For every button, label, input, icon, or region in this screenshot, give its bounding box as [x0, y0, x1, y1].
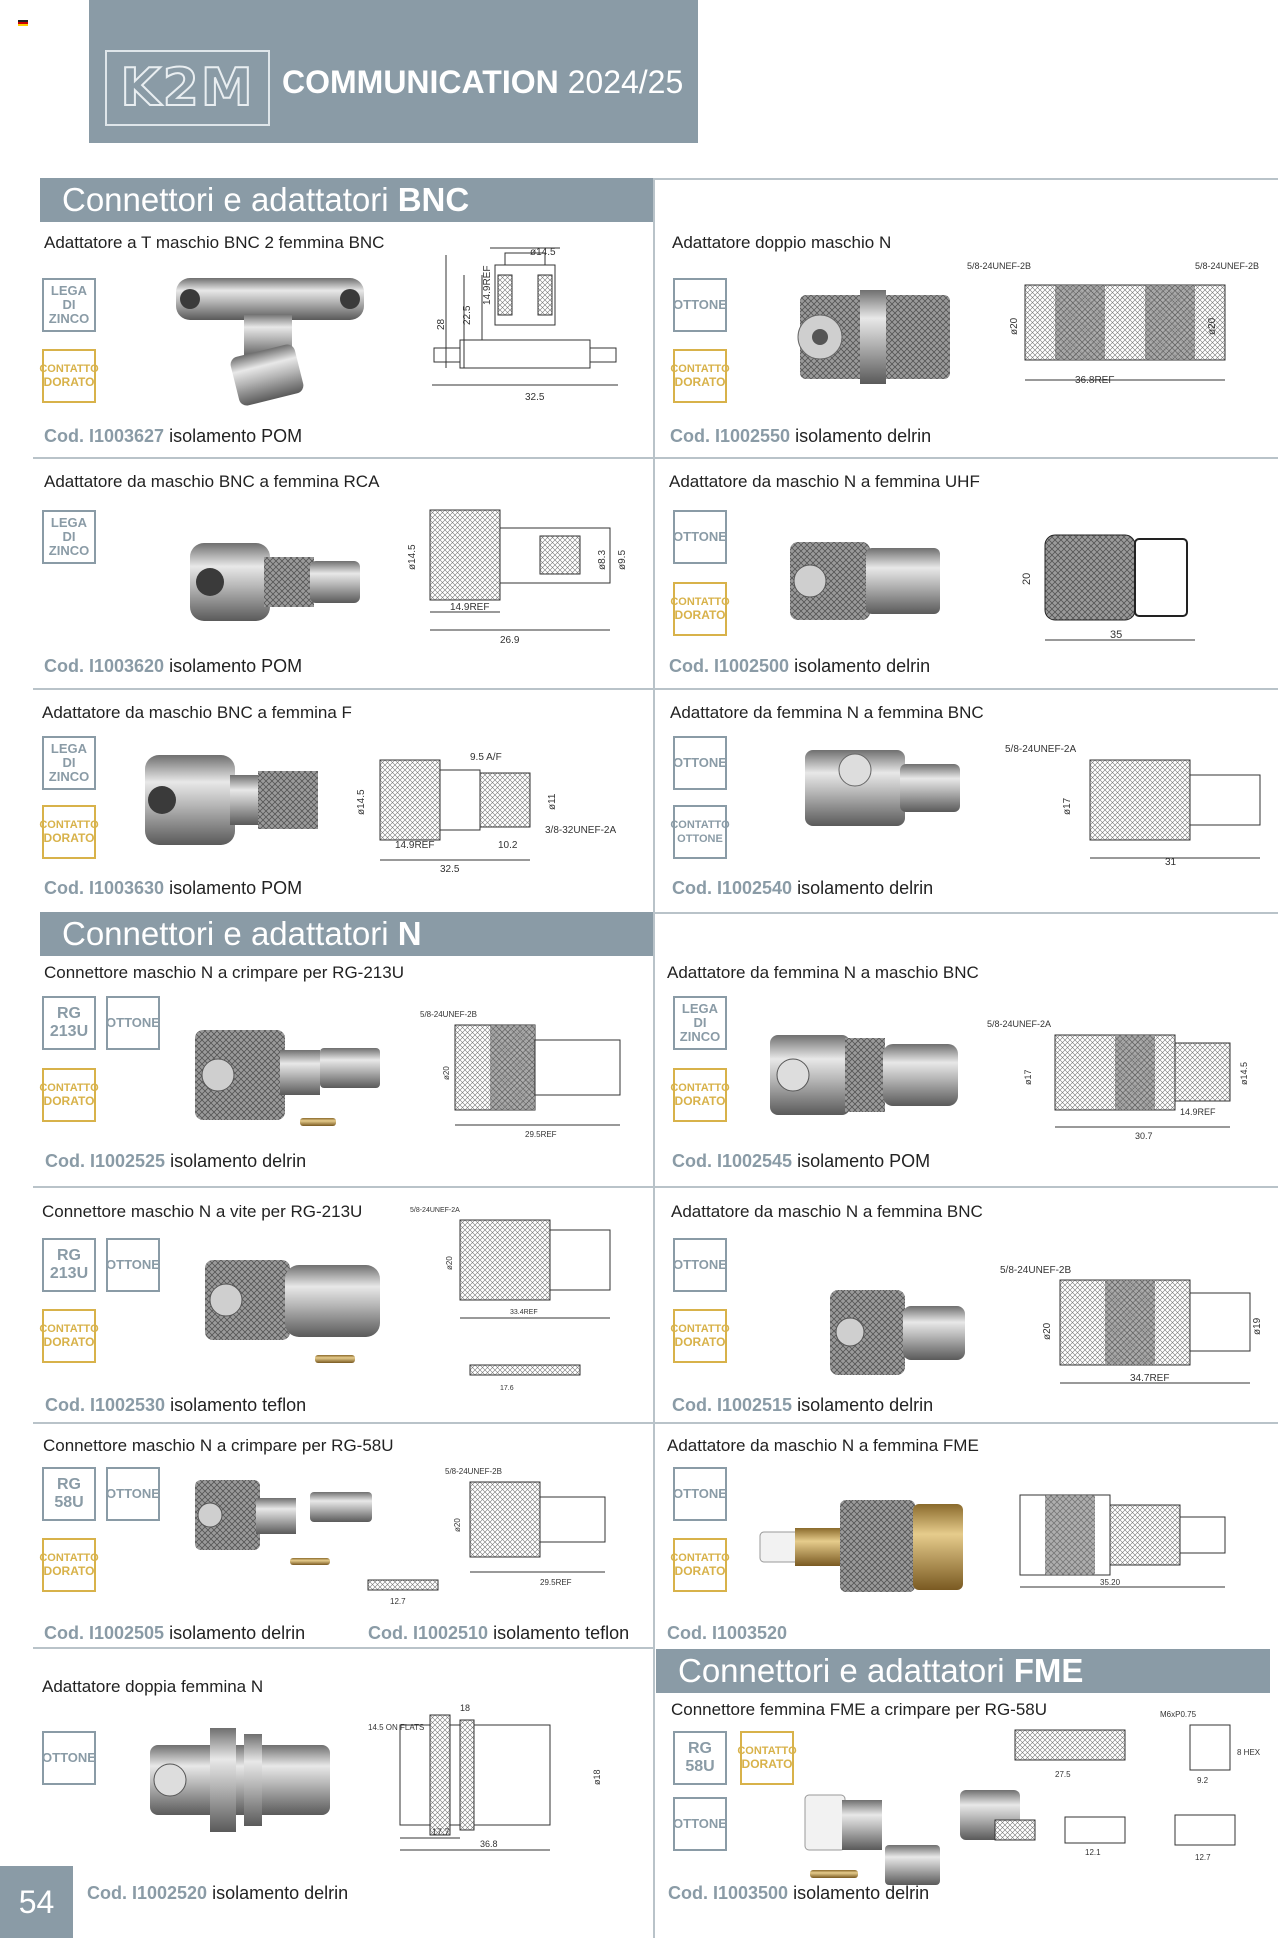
dimension-label: 29.5REF — [525, 1130, 557, 1139]
row-divider — [33, 457, 1278, 459]
dimension-label: ø11 — [547, 793, 558, 810]
dimension-label: 14.9REF — [1180, 1107, 1216, 1117]
contact-badge-dorato — [39, 349, 99, 403]
product-photo — [200, 1245, 390, 1380]
product-desc: isolamento delrin — [793, 1883, 930, 1903]
dimension-label: 12.7 — [1195, 1853, 1211, 1862]
badge-text: DORATO — [674, 1335, 726, 1349]
dimension-label: ø14.5 — [356, 789, 367, 815]
contact-badge-dorato — [670, 1309, 730, 1363]
dimension-label: ø20 — [1207, 317, 1218, 335]
dimension-label: 9.2 — [1197, 1776, 1209, 1785]
product-photo — [190, 1010, 390, 1140]
product-code: Cod. I1002545 — [672, 1151, 793, 1171]
dimension-label: 20 — [1021, 572, 1033, 585]
product-desc: isolamento POM — [169, 426, 303, 446]
badge-text: CONTATTO — [737, 1745, 797, 1757]
dimension-label: ø20 — [445, 1256, 454, 1270]
product-desc: isolamento delrin — [797, 878, 934, 898]
section-bnc-prefix: Connettori e adattatori — [62, 181, 398, 218]
material-badge-lega-zinco — [42, 278, 96, 332]
product-title: Adattatore da maschio BNC a femmina F — [42, 703, 352, 722]
product-desc: isolamento delrin — [169, 1623, 306, 1643]
product-desc: isolamento teflon — [493, 1623, 630, 1643]
badge-text: OTTONE — [673, 1486, 727, 1501]
product-desc: isolamento delrin — [794, 656, 931, 676]
badge-text: DORATO — [43, 1094, 95, 1108]
product-code: Cod. I1003520 — [667, 1623, 788, 1643]
badge-text: LEGA — [50, 741, 88, 756]
cable-badge-rg58u — [673, 1731, 727, 1785]
dimension-label: ø9.5 — [617, 549, 628, 570]
product-code: Cod. I1003500 — [668, 1883, 789, 1903]
dimension-label: 34.7REF — [1130, 1373, 1170, 1384]
section-n-bold: N — [397, 915, 422, 952]
row-divider — [33, 1422, 1278, 1424]
section-fme-bold: FME — [1013, 1652, 1084, 1689]
badge-text: OTTONE — [673, 529, 727, 544]
product-photo — [765, 1020, 965, 1130]
product-photo — [170, 270, 370, 410]
dimension-label: ø14.5 — [530, 247, 556, 258]
product-code-line — [670, 426, 931, 447]
badge-text: ZINCO — [48, 311, 90, 326]
dimension-label: 5/8-24UNEF-2A — [987, 1019, 1052, 1029]
dimension-label: 5/8-24UNEF-2B — [420, 1010, 477, 1019]
technical-drawing — [360, 1700, 630, 1860]
material-badge-lega-zinco — [42, 510, 96, 564]
dimension-label: 10.2 — [498, 840, 518, 851]
dimension-label: 26.9 — [500, 635, 520, 645]
badge-text: 58U — [54, 1494, 84, 1511]
contact-badge-dorato — [737, 1731, 797, 1785]
cable-badge-rg58u — [42, 1467, 96, 1521]
dimension-label: ø20 — [442, 1066, 451, 1080]
product-title: Adattatore da femmina N a maschio BNC — [667, 963, 979, 982]
material-badge-ottone — [106, 1238, 160, 1292]
technical-drawing — [415, 1005, 645, 1140]
badge-text: DORATO — [674, 608, 726, 622]
dimension-label: ø14.5 — [407, 544, 418, 570]
section-bnc-header — [40, 178, 654, 222]
product-code-line — [667, 1623, 787, 1644]
material-badge-ottone — [673, 278, 727, 332]
contact-badge-dorato — [670, 1538, 730, 1592]
product-code-line — [44, 426, 302, 447]
dimension-label: 9.5 A/F — [470, 752, 502, 763]
product-title: Adattatore da maschio N a femmina BNC — [671, 1202, 983, 1221]
badge-text: OTTONE — [106, 1257, 160, 1272]
product-code-line — [672, 878, 933, 899]
product-code: Cod. I1003627 — [44, 426, 165, 446]
product-title: Connettore femmina FME a crimpare per RG-58U — [671, 1700, 1048, 1719]
product-desc: isolamento delrin — [170, 1151, 307, 1171]
dimension-label: 33.4REF — [510, 1309, 538, 1316]
cable-badge-rg213u — [42, 1238, 96, 1292]
badge-text: CONTATTO — [670, 363, 730, 375]
product-title: Adattatore da maschio N a femmina UHF — [669, 472, 980, 491]
row-divider — [33, 688, 1278, 690]
product-title: Adattatore da maschio BNC a femmina RCA — [44, 472, 380, 491]
technical-drawing — [965, 255, 1275, 390]
dimension-label: 5/8-24UNEF-2A — [1005, 744, 1077, 755]
contact-badge-dorato — [39, 1309, 99, 1363]
material-badge-lega-zinco — [42, 736, 96, 790]
product-code-line — [672, 1151, 930, 1172]
row-divider — [33, 1186, 1278, 1188]
product-code-line — [44, 878, 302, 899]
dimension-label: 12.1 — [1085, 1848, 1101, 1857]
badge-text: RG — [56, 1476, 81, 1493]
badge-text: LEGA — [50, 515, 88, 530]
dimension-label: 5/8-24UNEF-2B — [1000, 1265, 1072, 1276]
technical-drawing — [420, 245, 630, 420]
product-code-line — [668, 1883, 929, 1904]
section-n-header — [40, 912, 654, 956]
product-code: Cod. I1002515 — [672, 1395, 793, 1415]
product-photo — [780, 530, 950, 630]
badge-text: DORATO — [674, 1564, 726, 1578]
badge-text: DORATO — [674, 1094, 726, 1108]
product-code: Cod. I1003630 — [44, 878, 165, 898]
badge-text: DORATO — [43, 1564, 95, 1578]
product-desc: isolamento POM — [169, 656, 303, 676]
badge-text: CONTATTO — [39, 1323, 99, 1335]
technical-drawing — [985, 1015, 1255, 1140]
dimension-label: ø17 — [1062, 797, 1073, 815]
badge-text: 213U — [49, 1265, 89, 1282]
dimension-label: ø20 — [453, 1518, 462, 1532]
dimension-label: 5/8-24UNEF-2B — [1195, 261, 1260, 271]
product-code-line — [87, 1883, 348, 1904]
badge-text: OTTONE — [673, 1816, 727, 1831]
product-title: Connettore maschio N a vite per RG-213U — [42, 1202, 363, 1221]
dimension-label: ø8.3 — [597, 549, 608, 570]
badge-text: CONTATTO — [670, 1082, 730, 1094]
product-photo — [140, 745, 325, 855]
contact-badge-dorato — [670, 349, 730, 403]
material-badge-ottone — [673, 736, 727, 790]
dimension-label: 17.7 — [432, 1827, 450, 1837]
row-divider — [33, 1647, 653, 1649]
dimension-label: M6xP0.75 — [1160, 1710, 1197, 1719]
material-badge-ottone — [673, 1467, 727, 1521]
badge-text: OTTONE — [673, 297, 727, 312]
page-number: 54 — [0, 1866, 73, 1938]
product-code: Cod. I1002520 — [87, 1883, 208, 1903]
dimension-label: 31 — [1165, 857, 1177, 868]
badge-text: OTTONE — [673, 755, 727, 770]
badge-text: LEGA — [681, 1001, 719, 1016]
dimension-label: 5/8-24UNEF-2A — [410, 1207, 460, 1214]
dimension-label: 36.8REF — [1075, 375, 1115, 386]
dimension-label: 22.5 — [462, 305, 473, 325]
section-bnc-bold: BNC — [397, 181, 470, 218]
material-badge-ottone — [673, 1238, 727, 1292]
header-title-bold: COMMUNICATION — [282, 64, 559, 100]
row-divider — [654, 912, 1278, 914]
product-code: Cod. I1002500 — [669, 656, 790, 676]
technical-drawing — [975, 1705, 1275, 1865]
badge-text: RG — [687, 1740, 712, 1757]
section-fme-header — [656, 1649, 1270, 1693]
badge-text: ZINCO — [48, 769, 90, 784]
product-code: Cod. I1002550 — [670, 426, 791, 446]
header-title — [282, 64, 683, 101]
badge-text: 213U — [49, 1023, 89, 1040]
badge-text: OTTONE — [106, 1486, 160, 1501]
dimension-label: ø18 — [592, 1769, 602, 1785]
product-photo — [140, 1720, 340, 1840]
dimension-label: 27.5 — [1055, 1770, 1071, 1779]
product-desc: isolamento POM — [797, 1151, 931, 1171]
badge-text: CONTATTO — [39, 363, 99, 375]
dimension-label: 36.8 — [480, 1839, 498, 1849]
product-code-line — [672, 1395, 933, 1416]
badge-text: CONTATTO — [670, 819, 730, 831]
product-photo — [800, 730, 965, 850]
logo-text: K2M — [120, 58, 255, 118]
badge-text: DORATO — [674, 375, 726, 389]
badge-text: LEGA — [50, 283, 88, 298]
column-divider — [653, 178, 655, 1938]
dimension-label: ø14.5 — [1239, 1061, 1249, 1085]
cable-badge-rg213u — [42, 996, 96, 1050]
dimension-label: 14.9REF — [482, 265, 493, 305]
dimension-label: 14.5 ON FLATS — [368, 1723, 425, 1732]
contact-badge-dorato — [670, 582, 730, 636]
badge-text: DI — [62, 529, 76, 544]
product-code-line — [44, 1623, 305, 1644]
dimension-label: 5/8-24UNEF-2B — [967, 261, 1032, 271]
technical-drawing — [995, 1255, 1265, 1390]
dimension-label: 14.9REF — [395, 840, 435, 851]
contact-badge-dorato — [670, 1068, 730, 1122]
technical-drawing — [1000, 1475, 1260, 1600]
flag-stripe-yellow — [18, 24, 28, 26]
k2m-logo — [105, 50, 270, 126]
badge-text: OTTONE — [677, 833, 723, 845]
dimension-label: 5/8-24UNEF-2B — [445, 1467, 502, 1476]
badge-text: RG — [57, 1005, 81, 1022]
technical-drawing — [410, 1200, 635, 1395]
product-code-line — [45, 1395, 306, 1416]
badge-text: OTTONE — [42, 1750, 96, 1765]
product-desc: isolamento delrin — [212, 1883, 349, 1903]
badge-text: CONTATTO — [670, 1552, 730, 1564]
product-desc: isolamento delrin — [797, 1395, 934, 1415]
product-code: Cod. I1002540 — [672, 878, 793, 898]
badge-text: CONTATTO — [670, 596, 730, 608]
product-title: Adattatore da maschio N a femmina FME — [667, 1436, 979, 1455]
material-badge-ottone — [106, 1467, 160, 1521]
technical-drawing — [360, 1462, 645, 1607]
badge-text: ZINCO — [679, 1029, 721, 1044]
dimension-label: 14.9REF — [450, 602, 490, 613]
product-photo — [790, 280, 960, 390]
technical-drawing — [400, 500, 640, 645]
product-code-line-2 — [368, 1623, 629, 1644]
product-photo — [190, 1470, 380, 1580]
product-title: Connettore maschio N a crimpare per RG-58U — [43, 1436, 394, 1455]
product-title: Adattatore a T maschio BNC 2 femmina BNC — [44, 233, 385, 252]
badge-text: DORATO — [43, 1335, 95, 1349]
badge-text: DORATO — [43, 831, 95, 845]
badge-text: CONTATTO — [39, 819, 99, 831]
header-title-year: 2024/25 — [567, 64, 684, 100]
technical-drawing — [1000, 740, 1270, 870]
flag-icon — [18, 20, 28, 27]
material-badge-ottone — [673, 510, 727, 564]
product-code: Cod. I1002505 — [44, 1623, 165, 1643]
badge-text: CONTATTO — [39, 1082, 99, 1094]
badge-text: CONTATTO — [670, 1323, 730, 1335]
contact-badge-ottone — [670, 805, 730, 859]
dimension-label: 35.20 — [1100, 1578, 1121, 1587]
badge-text: CONTATTO — [39, 1552, 99, 1564]
product-code: Cod. I1002510 — [368, 1623, 489, 1643]
dimension-label: 32.5 — [440, 864, 460, 875]
badge-text: DORATO — [43, 375, 95, 389]
product-title: Adattatore da femmina N a femmina BNC — [670, 703, 984, 722]
product-desc: isolamento delrin — [795, 426, 932, 446]
product-code: Cod. I1003620 — [44, 656, 165, 676]
material-badge-lega-zinco — [673, 996, 727, 1050]
badge-text: DI — [693, 1015, 707, 1030]
badge-text: RG — [57, 1247, 81, 1264]
product-desc: isolamento POM — [169, 878, 303, 898]
dimension-label: ø20 — [1042, 1322, 1053, 1340]
product-desc: isolamento teflon — [170, 1395, 307, 1415]
section-n-prefix: Connettori e adattatori — [62, 915, 398, 952]
product-photo — [755, 1490, 970, 1600]
badge-text: OTTONE — [106, 1015, 160, 1030]
material-badge-ottone — [42, 1731, 96, 1785]
dimension-label: 12.7 — [390, 1597, 406, 1606]
dimension-label: 35 — [1110, 629, 1123, 641]
product-code: Cod. I1002530 — [45, 1395, 166, 1415]
dimension-label: 30.7 — [1135, 1131, 1153, 1140]
product-code: Cod. I1002525 — [45, 1151, 166, 1171]
badge-text: 58U — [685, 1758, 715, 1775]
dimension-label: 32.5 — [525, 392, 545, 403]
dimension-label: ø17 — [1023, 1069, 1033, 1085]
product-code-line — [669, 656, 930, 677]
contact-badge-dorato — [39, 1538, 99, 1592]
badge-text: DI — [62, 755, 76, 770]
badge-text: OTTONE — [673, 1257, 727, 1272]
product-photo — [825, 1280, 975, 1390]
product-title: Adattatore doppia femmina N — [42, 1677, 264, 1696]
dimension-label: 29.5REF — [540, 1578, 572, 1587]
dimension-label: 3/8-32UNEF-2A — [545, 825, 617, 836]
material-badge-ottone — [106, 996, 160, 1050]
badge-text: DI — [62, 297, 76, 312]
product-title: Adattatore doppio maschio N — [672, 233, 892, 252]
row-divider — [654, 178, 1278, 180]
dimension-label: 18 — [460, 1703, 471, 1713]
product-photo — [180, 525, 370, 635]
badge-text: ZINCO — [48, 543, 90, 558]
contact-badge-dorato — [39, 805, 99, 859]
product-code-line — [44, 656, 302, 677]
product-title: Connettore maschio N a crimpare per RG-213U — [44, 963, 404, 982]
badge-text: DORATO — [741, 1757, 793, 1771]
dimension-label: 8 HEX — [1237, 1748, 1261, 1757]
material-badge-ottone — [673, 1797, 727, 1851]
dimension-label: ø19 — [1252, 1317, 1263, 1335]
contact-badge-dorato — [39, 1068, 99, 1122]
section-fme-prefix: Connettori e adattatori — [678, 1652, 1014, 1689]
technical-drawing — [1010, 525, 1210, 650]
product-code-line — [45, 1151, 306, 1172]
dimension-label: 17.6 — [500, 1385, 514, 1392]
dimension-label: ø20 — [1009, 317, 1020, 335]
dimension-label: 28 — [436, 318, 447, 330]
technical-drawing — [350, 745, 650, 875]
